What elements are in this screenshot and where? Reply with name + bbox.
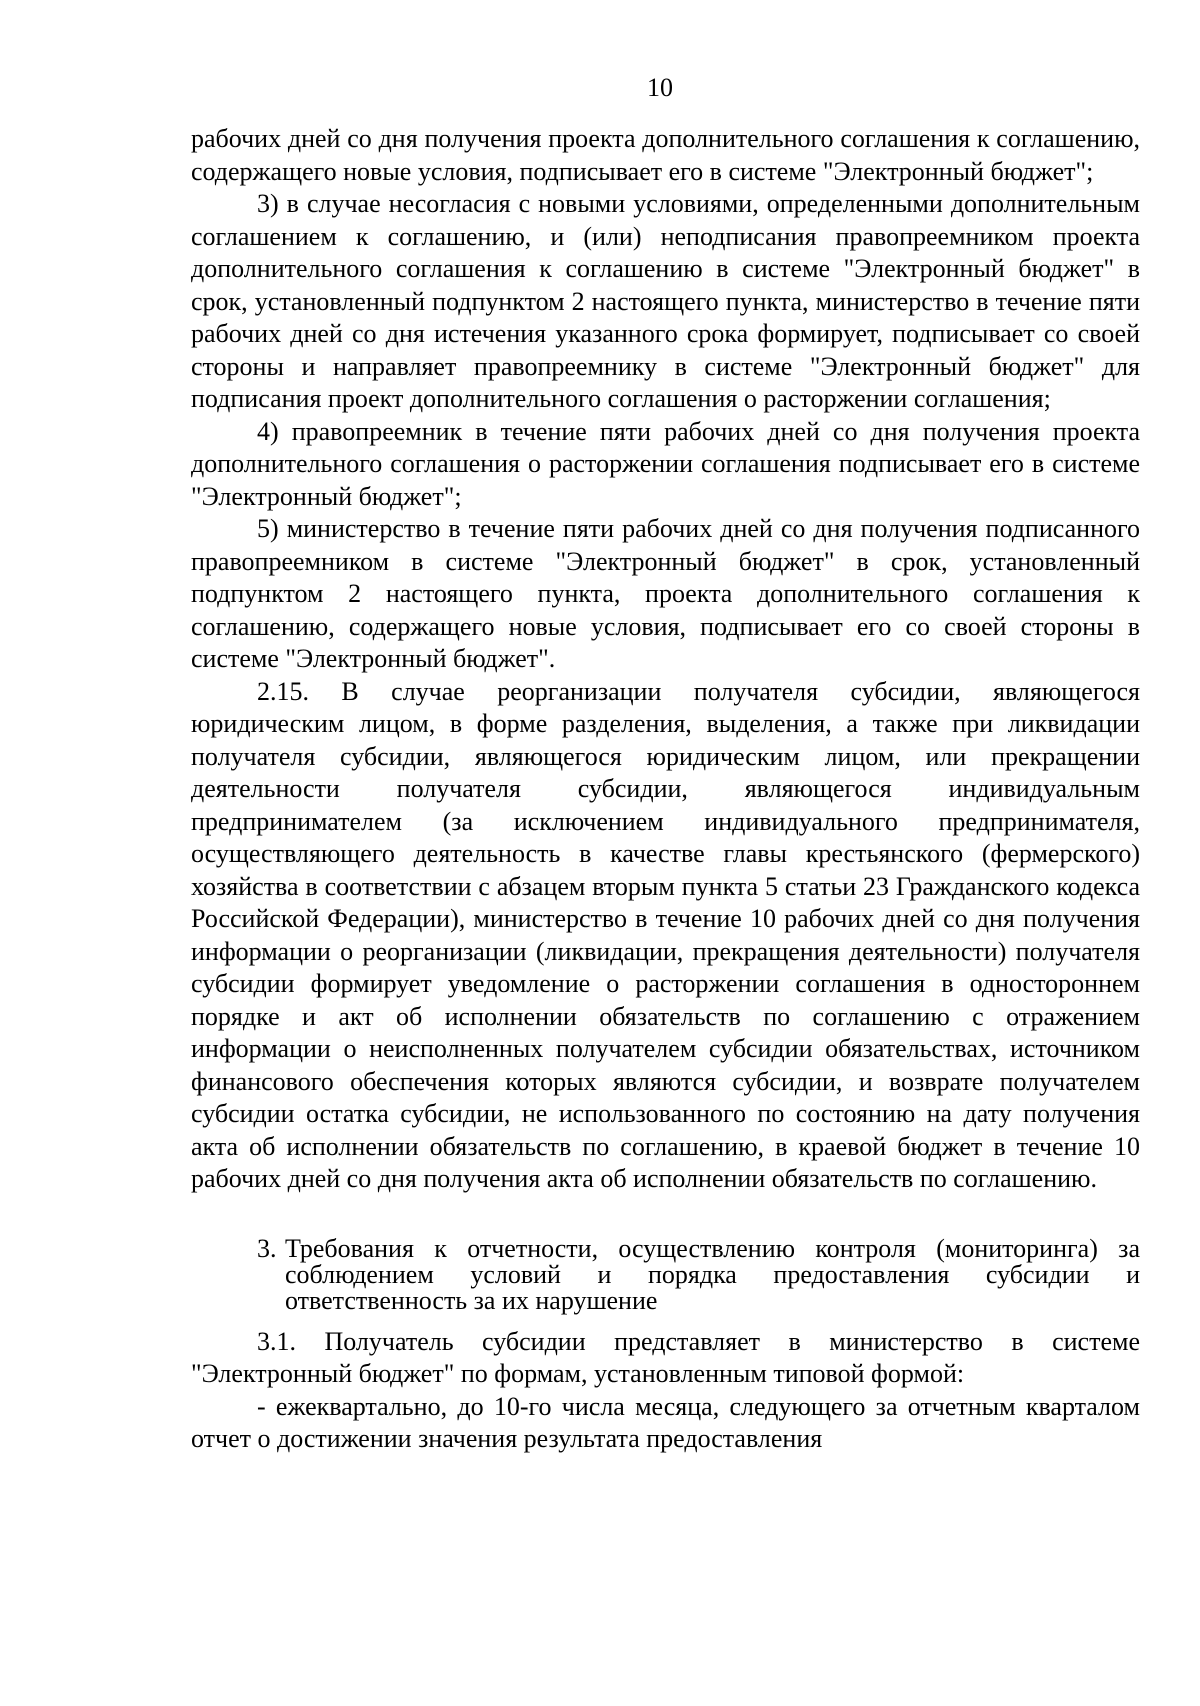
paragraph-quarterly: - ежеквартально, до 10-го числа месяца, следующего за отчетным кварталом отчет о достижении значения результата предоставления: [191, 1391, 1140, 1453]
paragraph-item-4: 4) правопреемник в течение пяти рабочих дней со дня получения проекта дополнительного соглашения о расторжении соглашения подписывает его в системе "Электронный бюджет";: [191, 416, 1140, 511]
section-number: 3.: [257, 1233, 277, 1263]
section-heading: [191, 1233, 1140, 1315]
paragraph-2-15: 2.15. В случае реорганизации получателя субсидии, являющегося юридическим лицом, в форме разделения, выделения, а также при ликвидации получателя субсидии, являющегося юридическим лицом, или прекращении деятельности получателя субсидии, являющегося индивидуальным предпринимателем (за исключением индивидуального предпринимателя, осуществляющего деятельность в качестве главы крестьянского (фермерского) хозяйства в соответствии с абзацем вторым пункта 5 статьи 23 Гражданского кодекса Российской Федерации), министерство в течение 10 рабочих дней со дня получения информации о реорганизации (ликвидации, прекращения деятельности) получателя субсидии формирует уведомление о расторжении соглашения в одностороннем порядке и акт об исполнении обязательств по соглашению с отражением информации о неисполненных получателем субсидии обязательствах, источником финансового обеспечения которых являются субсидии, и возврате получателем субсидии остатка субсидии, не использованного по состоянию на дату получения акта об исполнении обязательств по соглашению, в краевой бюджет в течение 10 рабочих дней со дня получения акта об исполнении обязательств по соглашению.: [191, 676, 1140, 1193]
paragraph-continuation: рабочих дней со дня получения проекта дополнительного соглашения к соглашению, содержащего новые условия, подписывает его в системе "Электронный бюджет";: [191, 124, 1140, 186]
document-body: [191, 123, 1140, 1456]
paragraph-item-5: 5) министерство в течение пяти рабочих дней со дня получения подписанного правопреемником в системе "Электронный бюджет" в срок, установленный подпунктом 2 настоящего пункта, проекта дополнительного соглашения к соглашению, содержащего новые условия, подписывает его со своей стороны в системе "Электронный бюджет".: [191, 514, 1140, 673]
section-title: Требования к отчетности, осуществлению контроля (мониторинга) за соблюдением условий и порядка предоставления субсидии и ответственность за их нарушение: [285, 1233, 1140, 1315]
paragraph-item-3: 3) в случае несогласия с новыми условиями, определенными дополнительным соглашением к соглашению, и (или) неподписания правопреемником проекта дополнительного соглашения к соглашению в системе "Электронный бюджет" в срок, установленный подпунктом 2 настоящего пункта, министерство в течение пяти рабочих дней со дня истечения указанного срока формирует, подписывает со своей стороны и направляет правопреемнику в системе "Электронный бюджет" для подписания проект дополнительного соглашения о расторжении соглашения;: [191, 189, 1140, 413]
page-number: 10: [647, 73, 673, 102]
paragraph-3-1: 3.1. Получатель субсидии представляет в министерство в системе "Электронный бюджет" по формам, установленным типовой формой:: [191, 1326, 1140, 1388]
